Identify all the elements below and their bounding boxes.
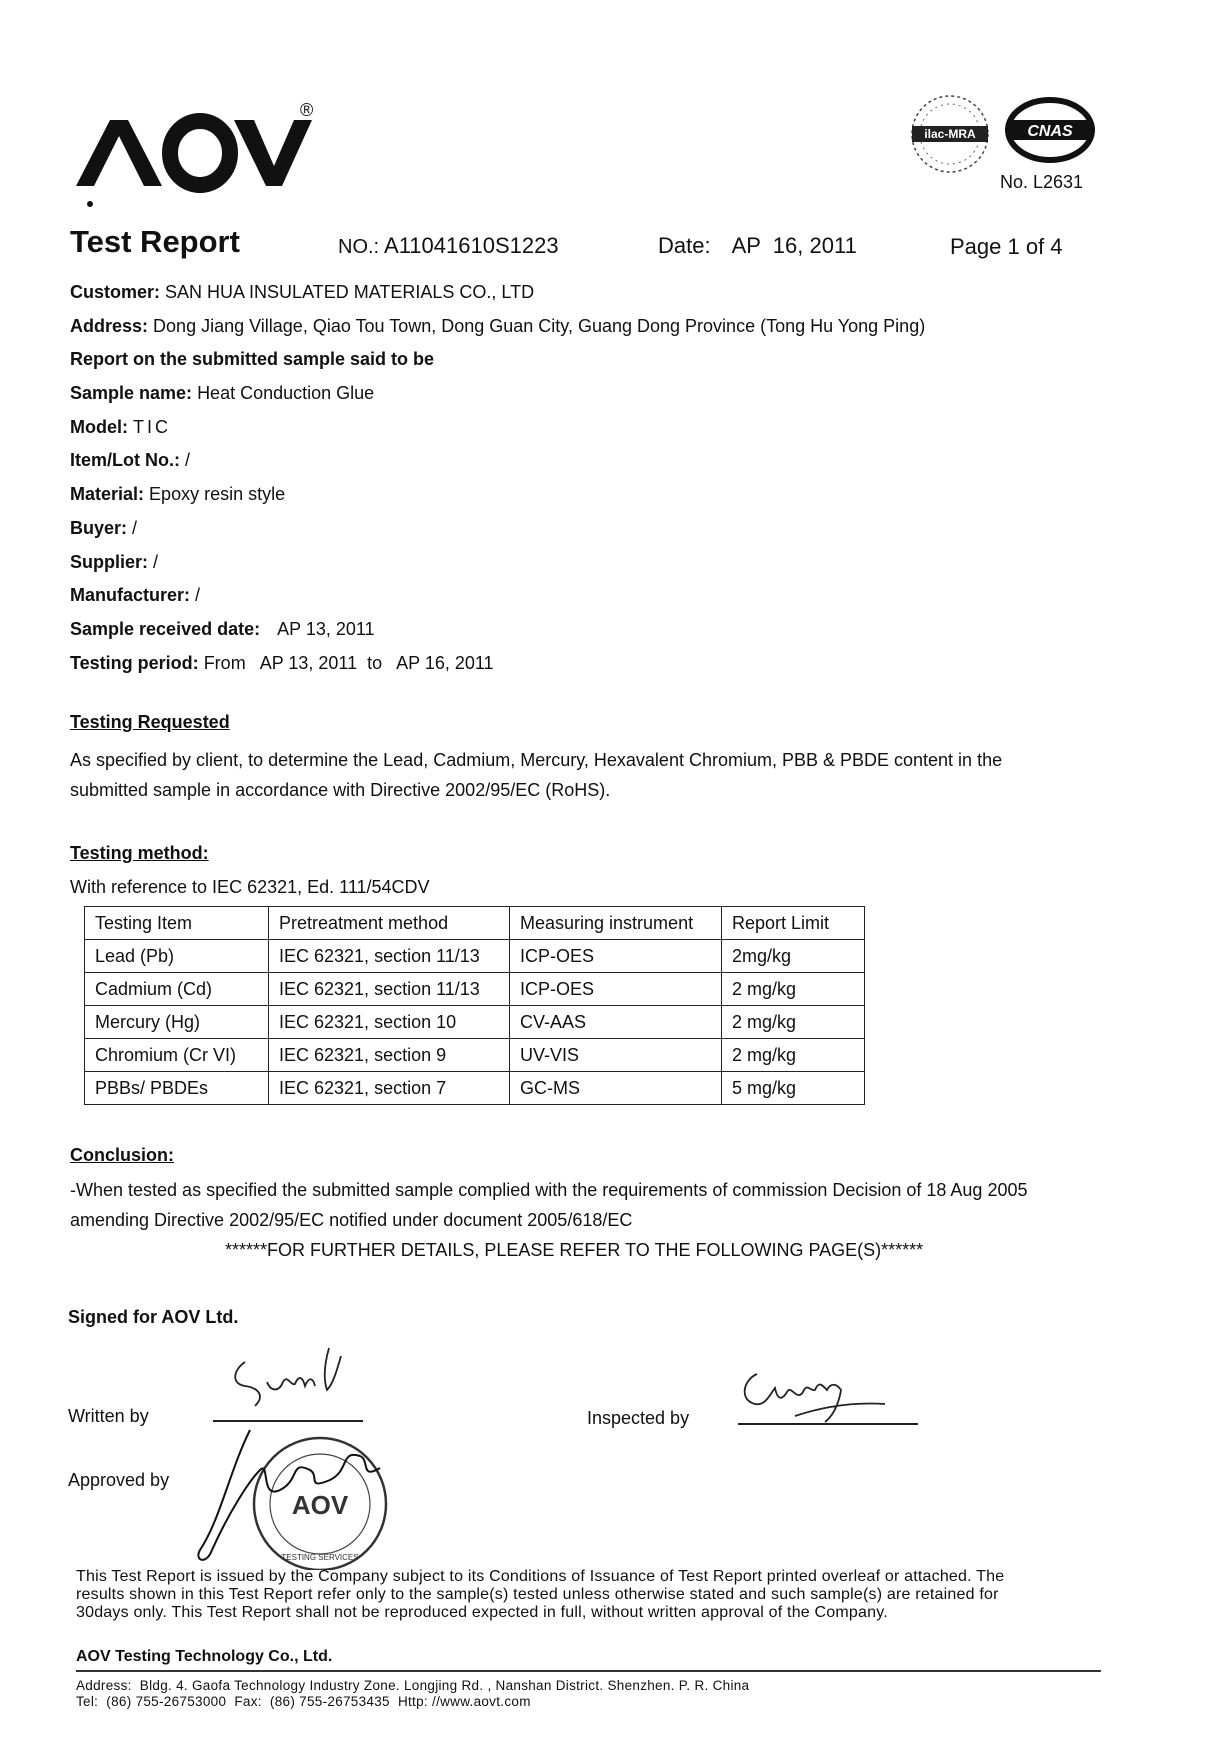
table-cell: Cadmium (Cd) [85, 973, 269, 1006]
page-title: Test Report [70, 224, 240, 259]
table-cell: Chromium (Cr VI) [85, 1039, 269, 1072]
accreditation-number: No. L2631 [1000, 172, 1084, 192]
table-cell: Mercury (Hg) [85, 1006, 269, 1039]
table-row [85, 1072, 865, 1105]
written-by-label: Written by [68, 1406, 149, 1426]
report-date [658, 233, 857, 259]
company-address [76, 1678, 749, 1710]
testing-requested-text [70, 745, 1150, 805]
written-by-signature [225, 1340, 375, 1420]
field-value: TIC [133, 416, 172, 437]
field-buyer [70, 512, 1150, 546]
table-cell: 2 mg/kg [722, 973, 865, 1006]
disclaimer [76, 1568, 1116, 1622]
testing-reference: With reference to IEC 62321, Ed. 111/54CDV [70, 877, 430, 897]
table-cell: IEC 62321, section 7 [269, 1072, 510, 1105]
text-line: This Test Report is issued by the Company subject to its Conditions of Issuance of Test Report printed overleaf or attached. The [76, 1568, 1005, 1585]
field-material [70, 478, 1150, 512]
field-label: Item/Lot No.: [70, 450, 180, 471]
field-supplier [70, 546, 1150, 580]
further-details-note: ******FOR FURTHER DETAILS, PLEASE REFER TO THE FOLLOWING PAGE(S)****** [225, 1240, 924, 1260]
report-fields [70, 276, 1150, 680]
table-cell: 2 mg/kg [722, 1006, 865, 1039]
field-model [70, 411, 1150, 445]
field-value: / [185, 450, 191, 471]
svg-text:CNAS: CNAS [1027, 123, 1073, 140]
svg-text:ilac-MRA: ilac-MRA [924, 127, 976, 141]
svg-text:TESTING SERVICES: TESTING SERVICES [281, 1553, 359, 1562]
field-value: Epoxy resin style [149, 484, 286, 505]
field-label: Address: [70, 315, 149, 336]
aov-logo [72, 100, 312, 210]
table-cell: IEC 62321, section 9 [269, 1039, 510, 1072]
field-sample-name [70, 377, 1150, 411]
field-value: From AP 13, 2011 to AP 16, 2011 [203, 652, 494, 673]
table-row [85, 940, 865, 973]
page-indicator: Page 1 of 4 [950, 234, 1063, 259]
table-cell: GC-MS [510, 1072, 722, 1105]
field-value: / [132, 517, 138, 538]
conclusion-text [70, 1175, 1170, 1235]
approved-by-label: Approved by [68, 1470, 170, 1490]
text-line: amending Directive 2002/95/EC notified under document 2005/618/EC [70, 1210, 633, 1230]
company-name: AOV Testing Technology Co., Ltd. [76, 1648, 333, 1665]
footer-divider [76, 1670, 1101, 1672]
svg-text:AOV: AOV [291, 1490, 349, 1520]
inspected-by-signature [735, 1360, 925, 1430]
field-value: Dong Jiang Village, Qiao Tou Town, Dong Guan City, Guang Dong Province (Tong Hu Yong Ping) [153, 315, 926, 336]
table-cell: UV-VIS [510, 1039, 722, 1072]
conclusion-heading: Conclusion: [70, 1145, 174, 1165]
field-label: Material: [70, 484, 145, 505]
table-cell: 2mg/kg [722, 940, 865, 973]
table-cell: IEC 62321, section 11/13 [269, 973, 510, 1006]
column-header: Measuring instrument [510, 907, 722, 940]
column-header: Report Limit [722, 907, 865, 940]
field-value: SAN HUA INSULATED MATERIALS CO., LTD [165, 282, 535, 302]
table-cell: PBBs/ PBDEs [85, 1072, 269, 1105]
field-received-date [70, 613, 1150, 647]
field-label: Report on the submitted sample said to be [70, 349, 435, 370]
report-number-value: A11041610S1223 [384, 233, 559, 258]
signed-for-label: Signed for AOV Ltd. [68, 1307, 239, 1327]
column-header: Testing Item [85, 907, 269, 940]
field-testing-period [70, 647, 1150, 681]
field-label: Customer: [70, 282, 161, 302]
table-cell: 2 mg/kg [722, 1039, 865, 1072]
table-cell: CV-AAS [510, 1006, 722, 1039]
field-value: Heat Conduction Glue [197, 383, 375, 404]
field-sample-statement [70, 343, 1150, 377]
field-label: Model: [70, 416, 128, 437]
table-row [85, 973, 865, 1006]
table-cell: ICP-OES [510, 940, 722, 973]
field-label: Manufacturer: [70, 585, 191, 606]
field-value: / [153, 551, 159, 572]
inspected-by-line [738, 1423, 918, 1425]
field-address [70, 310, 1150, 344]
field-label: Supplier: [70, 551, 149, 572]
testing-method-table [84, 906, 865, 1105]
table-cell: 5 mg/kg [722, 1072, 865, 1105]
text-line: -When tested as specified the submitted sample complied with the requirements of commission Decision of 18 Aug 2005 [70, 1180, 1028, 1200]
text-line: submitted sample in accordance with Directive 2002/95/EC (RoHS). [70, 780, 611, 800]
report-number [338, 233, 559, 259]
field-manufacturer [70, 579, 1150, 613]
table-cell: ICP-OES [510, 973, 722, 1006]
inspected-by-label: Inspected by [587, 1408, 690, 1428]
table-header-row [85, 907, 865, 940]
report-date-value: AP 16, 2011 [731, 233, 857, 258]
field-item-lot [70, 444, 1150, 478]
report-date-label: Date: [658, 233, 711, 258]
registered-mark: ® [300, 100, 314, 120]
field-label: Testing period: [70, 652, 199, 673]
field-label: Sample received date: [70, 618, 261, 639]
contact-line: Tel: (86) 755-26753000 Fax: (86) 755-26753435 Http: //www.aovt.com [76, 1694, 531, 1709]
address-line: Address: Bldg. 4. Gaofa Technology Industry Zone. Longjing Rd. , Nanshan District. Shenzhen. P. R. China [76, 1678, 750, 1693]
table-cell: IEC 62321, section 11/13 [269, 940, 510, 973]
text-line: As specified by client, to determine the Lead, Cadmium, Mercury, Hexavalent Chromium, PBB & PBDE content in the [70, 750, 1003, 770]
field-label: Sample name: [70, 383, 193, 404]
table-cell: Lead (Pb) [85, 940, 269, 973]
text-line: 30days only. This Test Report shall not be reproduced expected in full, without written approval of the Company. [76, 1604, 888, 1621]
approved-by-signature-and-stamp [190, 1420, 430, 1570]
report-number-label: NO.: [338, 236, 380, 258]
testing-method-heading: Testing method: [70, 843, 209, 863]
testing-requested-heading: Testing Requested [70, 712, 230, 732]
table-row [85, 1039, 865, 1072]
text-line: results shown in this Test Report refer only to the sample(s) tested unless otherwise stated and such sample(s) are retained for [76, 1586, 999, 1603]
field-label: Buyer: [70, 517, 128, 538]
field-value: AP 13, 2011 [277, 618, 375, 639]
column-header: Pretreatment method [269, 907, 510, 940]
table-row [85, 1006, 865, 1039]
field-customer [70, 276, 1150, 310]
field-value: / [195, 585, 201, 606]
table-cell: IEC 62321, section 10 [269, 1006, 510, 1039]
